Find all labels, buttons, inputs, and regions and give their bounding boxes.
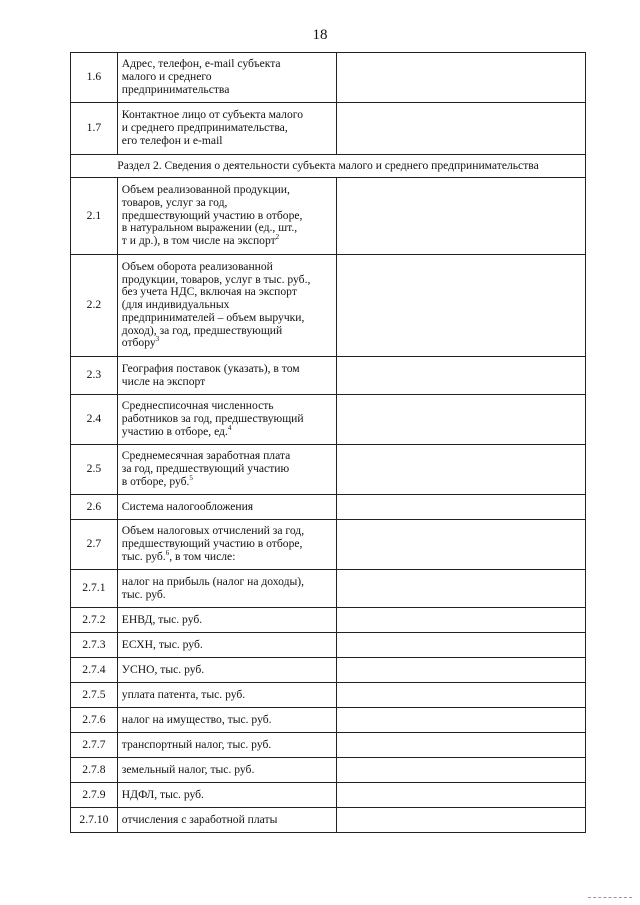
row-description-text: УСНО, тыс. руб. (121, 662, 205, 676)
form-row (71, 445, 586, 495)
form-row (71, 395, 586, 445)
row-value-field[interactable] (337, 357, 586, 395)
form-row (71, 758, 586, 783)
row-description (117, 53, 337, 103)
row-value-field[interactable] (337, 178, 586, 255)
section-header-row (71, 155, 586, 178)
row-value-field[interactable] (337, 633, 586, 658)
footnote-ref: 5 (189, 474, 193, 483)
row-value-field[interactable] (337, 495, 586, 520)
row-number: 2.7.4 (71, 658, 118, 683)
row-description-text: Контактное лицо от субъекта малого и среднего предпринимательства, его телефон и e-mail (121, 108, 304, 147)
row-description (117, 103, 337, 155)
form-row (71, 658, 586, 683)
application-form-table (70, 52, 586, 833)
page-number: 18 (312, 27, 328, 43)
row-description-text: ЕНВД, тыс. руб. (121, 612, 203, 626)
form-row (71, 357, 586, 395)
form-row (71, 633, 586, 658)
row-description-text: налог на имущество, тыс. руб. (121, 712, 272, 726)
row-description-text: География поставок (указать), в том числе на экспорт (121, 361, 300, 388)
row-value-field[interactable] (337, 733, 586, 758)
row-description (117, 658, 337, 683)
footnote-ref: 3 (155, 335, 160, 344)
row-value-field[interactable] (337, 658, 586, 683)
row-value-field[interactable] (337, 53, 586, 103)
row-description (117, 683, 337, 708)
row-description (117, 783, 337, 808)
row-number: 2.7.9 (71, 783, 118, 808)
row-number: 2.7.2 (71, 608, 118, 633)
row-number: 2.7.10 (71, 808, 118, 833)
form-row (71, 255, 586, 357)
row-number: 2.7.3 (71, 633, 118, 658)
form-row (71, 783, 586, 808)
row-description (117, 395, 337, 445)
row-description (117, 733, 337, 758)
row-value-field[interactable] (337, 708, 586, 733)
row-description (117, 758, 337, 783)
form-row (71, 733, 586, 758)
row-number: 2.7.1 (71, 570, 118, 608)
row-description-text: налог на прибыль (налог на доходы), тыс. руб. (121, 574, 305, 601)
row-value-field[interactable] (337, 783, 586, 808)
row-description-text: Адрес, телефон, e-mail субъекта малого и среднего предпринимательства (121, 57, 281, 96)
row-value-field[interactable] (337, 520, 586, 570)
row-number: 2.7.7 (71, 733, 118, 758)
section-title: Раздел 2. Сведения о деятельности субъекта малого и среднего предпринимательства (71, 155, 586, 178)
row-description (117, 445, 337, 495)
form-row (71, 495, 586, 520)
row-description-text: земельный налог, тыс. руб. (121, 762, 255, 776)
row-description (117, 495, 337, 520)
row-value-field[interactable] (337, 683, 586, 708)
row-description (117, 357, 337, 395)
row-number: 2.7 (71, 520, 118, 570)
row-description-text: ЕСХН, тыс. руб. (121, 637, 203, 651)
row-description-text: отчисления с заработной платы (121, 812, 278, 826)
row-description-tail: , в том числе: (169, 549, 236, 563)
footnote-ref: 2 (275, 233, 280, 242)
form-row (71, 103, 586, 155)
row-description-text: Система налогообложения (121, 499, 254, 513)
row-value-field[interactable] (337, 445, 586, 495)
row-value-field[interactable] (337, 255, 586, 357)
row-number: 2.2 (71, 255, 118, 357)
form-row (71, 608, 586, 633)
row-number: 2.6 (71, 495, 118, 520)
row-number: 2.3 (71, 357, 118, 395)
row-description-text: уплата патента, тыс. руб. (121, 687, 246, 701)
row-value-field[interactable] (337, 758, 586, 783)
row-description (117, 570, 337, 608)
row-number: 2.7.8 (71, 758, 118, 783)
row-description (117, 608, 337, 633)
row-description (117, 520, 337, 570)
form-row (71, 683, 586, 708)
row-description-text: Среднесписочная численность работников за год, предшествующий участию в отборе, ед. (121, 399, 304, 438)
row-description (117, 178, 337, 255)
row-value-field[interactable] (337, 608, 586, 633)
row-number: 1.7 (71, 103, 118, 155)
form-table-body (71, 53, 586, 833)
row-description (117, 633, 337, 658)
row-description-text: НДФЛ, тыс. руб. (121, 787, 204, 801)
row-value-field[interactable] (337, 395, 586, 445)
row-number: 2.7.6 (71, 708, 118, 733)
row-description (117, 255, 337, 357)
row-number: 2.5 (71, 445, 118, 495)
form-row (71, 708, 586, 733)
row-description-text: Объем налоговых отчислений за год, предшествующий участию в отборе, тыс. руб. (121, 524, 305, 563)
row-value-field[interactable] (337, 808, 586, 833)
row-description-text: транспортный налог, тыс. руб. (121, 737, 272, 751)
row-description-text: Среднемесячная заработная плата за год, предшествующий участию в отборе, руб. (121, 449, 291, 488)
scan-edge-mark (588, 897, 632, 899)
form-row (71, 808, 586, 833)
form-row (71, 570, 586, 608)
row-description (117, 808, 337, 833)
row-description (117, 708, 337, 733)
row-value-field[interactable] (337, 570, 586, 608)
row-value-field[interactable] (337, 103, 586, 155)
form-row (71, 53, 586, 103)
form-row (71, 520, 586, 570)
row-number: 1.6 (71, 53, 118, 103)
row-number: 2.4 (71, 395, 118, 445)
row-description-text: Объем реализованной продукции, товаров, услуг за год, предшествующий участию в отборе, в натуральном выражении (ед., шт., т и др.), в том числе на экспорт (121, 183, 303, 248)
row-description-text: Объем оборота реализованной продукции, товаров, услуг в тыс. руб., без учета НДС, включая на экспорт (для индивидуальных предпринимателей – объем выручки, доход), за год, предшествующий отбору (121, 259, 311, 350)
row-number: 2.7.5 (71, 683, 118, 708)
row-number: 2.1 (71, 178, 118, 255)
footnote-ref: 4 (227, 424, 232, 433)
footnote-ref: 6 (165, 549, 170, 558)
form-row (71, 178, 586, 255)
